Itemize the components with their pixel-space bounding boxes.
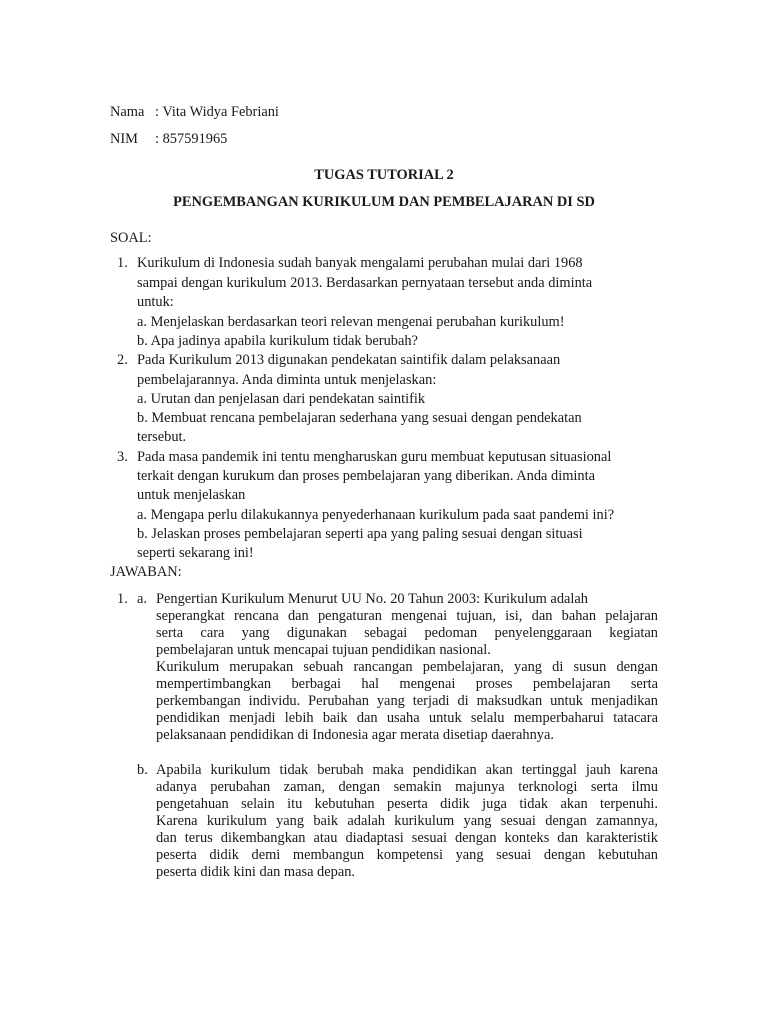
soal-heading: SOAL: (110, 230, 152, 246)
nim-label: NIM (110, 131, 138, 147)
jawaban-a-line: Kurikulum merupakan sebuah rancangan pembelajaran, yang di susun dengan (156, 659, 658, 675)
soal-line: tersebut. (137, 429, 187, 445)
jawaban-b-line: Apabila kurikulum tidak berubah maka pendidikan akan tertinggal jauh karena (156, 762, 658, 778)
jawaban-b-label: b. (137, 762, 148, 778)
jawaban-a-line: seperangkat rencana dan pengaturan mengenai tujuan, isi, dan bahan pelajaran (156, 608, 658, 624)
jawaban-a-line: pelaksanaan pendidikan di Indonesia agar merata disetiap daerahnya. (156, 727, 554, 743)
jawaban-b-line: pengetahuan selain itu kebutuhan peserta didik juga tidak akan terpenuhi. (156, 796, 658, 812)
soal-line: Pada masa pandemik ini tentu mengharuskan guru membuat keputusan situasional (137, 449, 612, 465)
jawaban-b-line: peserta didik demi membangun kompetensi yang sesuai dengan kebutuhan (156, 847, 658, 863)
title-line-1: TUGAS TUTORIAL 2 (314, 167, 454, 183)
soal-line: pembelajarannya. Anda diminta untuk menjelaskan: (137, 372, 437, 388)
soal-number: 3. (117, 449, 128, 465)
nim-value: : 857591965 (155, 131, 228, 147)
soal-line: seperti sekarang ini! (137, 545, 254, 561)
nama-label: Nama (110, 104, 145, 120)
jawaban-a-line: serta cara yang digunakan sebagai pedoman penyelenggaraan kegiatan (156, 625, 658, 641)
soal-number: 1. (117, 255, 128, 271)
soal-line: b. Membuat rencana pembelajaran sederhana yang sesuai dengan pendekatan (137, 410, 582, 426)
jawaban-b-line: adanya perubahan zaman, dengan semakin majunya terknologi serta ilmu (156, 779, 658, 795)
soal-line: b. Apa jadinya apabila kurikulum tidak berubah? (137, 333, 418, 349)
soal-line: untuk menjelaskan (137, 487, 246, 503)
soal-line: a. Urutan dan penjelasan dari pendekatan saintifik (137, 391, 426, 407)
jawaban-a-line: pendidikan menjadi lebih baik dan usaha untuk selalu memperbaharui tatacara (156, 710, 658, 726)
jawaban-b-line: peserta didik kini dan masa depan. (156, 864, 356, 880)
soal-line: terkait dengan kurukum dan proses pembelajaran yang diberikan. Anda diminta (137, 468, 595, 484)
jawaban-b-line: Karena kurikulum yang baik adalah kurikulum yang sesuai dengan zamannya, (156, 813, 658, 829)
jawaban-number: 1. (117, 591, 128, 607)
soal-line: sampai dengan kurikulum 2013. Berdasarkan pernyataan tersebut anda diminta (137, 275, 593, 291)
nama-value: : Vita Widya Febriani (155, 104, 279, 120)
soal-line: a. Mengapa perlu dilakukannya penyederhanaan kurikulum pada saat pandemi ini? (137, 507, 615, 523)
jawaban-a-label: a. (137, 591, 147, 607)
soal-line: b. Jelaskan proses pembelajaran seperti apa yang paling sesuai dengan situasi (137, 526, 583, 542)
soal-line: Pada Kurikulum 2013 digunakan pendekatan saintifik dalam pelaksanaan (137, 352, 561, 368)
jawaban-heading: JAWABAN: (110, 564, 182, 580)
jawaban-b-line: dan terus dikembangkan atau diadaptasi sesuai dengan konteks dan karakteristik (156, 830, 658, 846)
jawaban-a-line: Pengertian Kurikulum Menurut UU No. 20 Tahun 2003: Kurikulum adalah (156, 591, 588, 607)
soal-line: Kurikulum di Indonesia sudah banyak mengalami perubahan mulai dari 1968 (137, 255, 583, 271)
soal-number: 2. (117, 352, 128, 368)
soal-line: a. Menjelaskan berdasarkan teori relevan mengenai perubahan kurikulum! (137, 314, 565, 330)
jawaban-a-line: pembelajaran untuk mencapai tujuan pendidikan nasional. (156, 642, 491, 658)
title-line-2: PENGEMBANGAN KURIKULUM DAN PEMBELAJARAN DI SD (173, 194, 595, 210)
jawaban-a-line: perkembangan individu. Perubahan yang terjadi di maksudkan untuk menjadikan (156, 693, 658, 709)
soal-line: untuk: (137, 294, 174, 310)
jawaban-a-line: mempertimbangkan berbagai hal mengenai proses pembelajaran serta (156, 676, 658, 692)
